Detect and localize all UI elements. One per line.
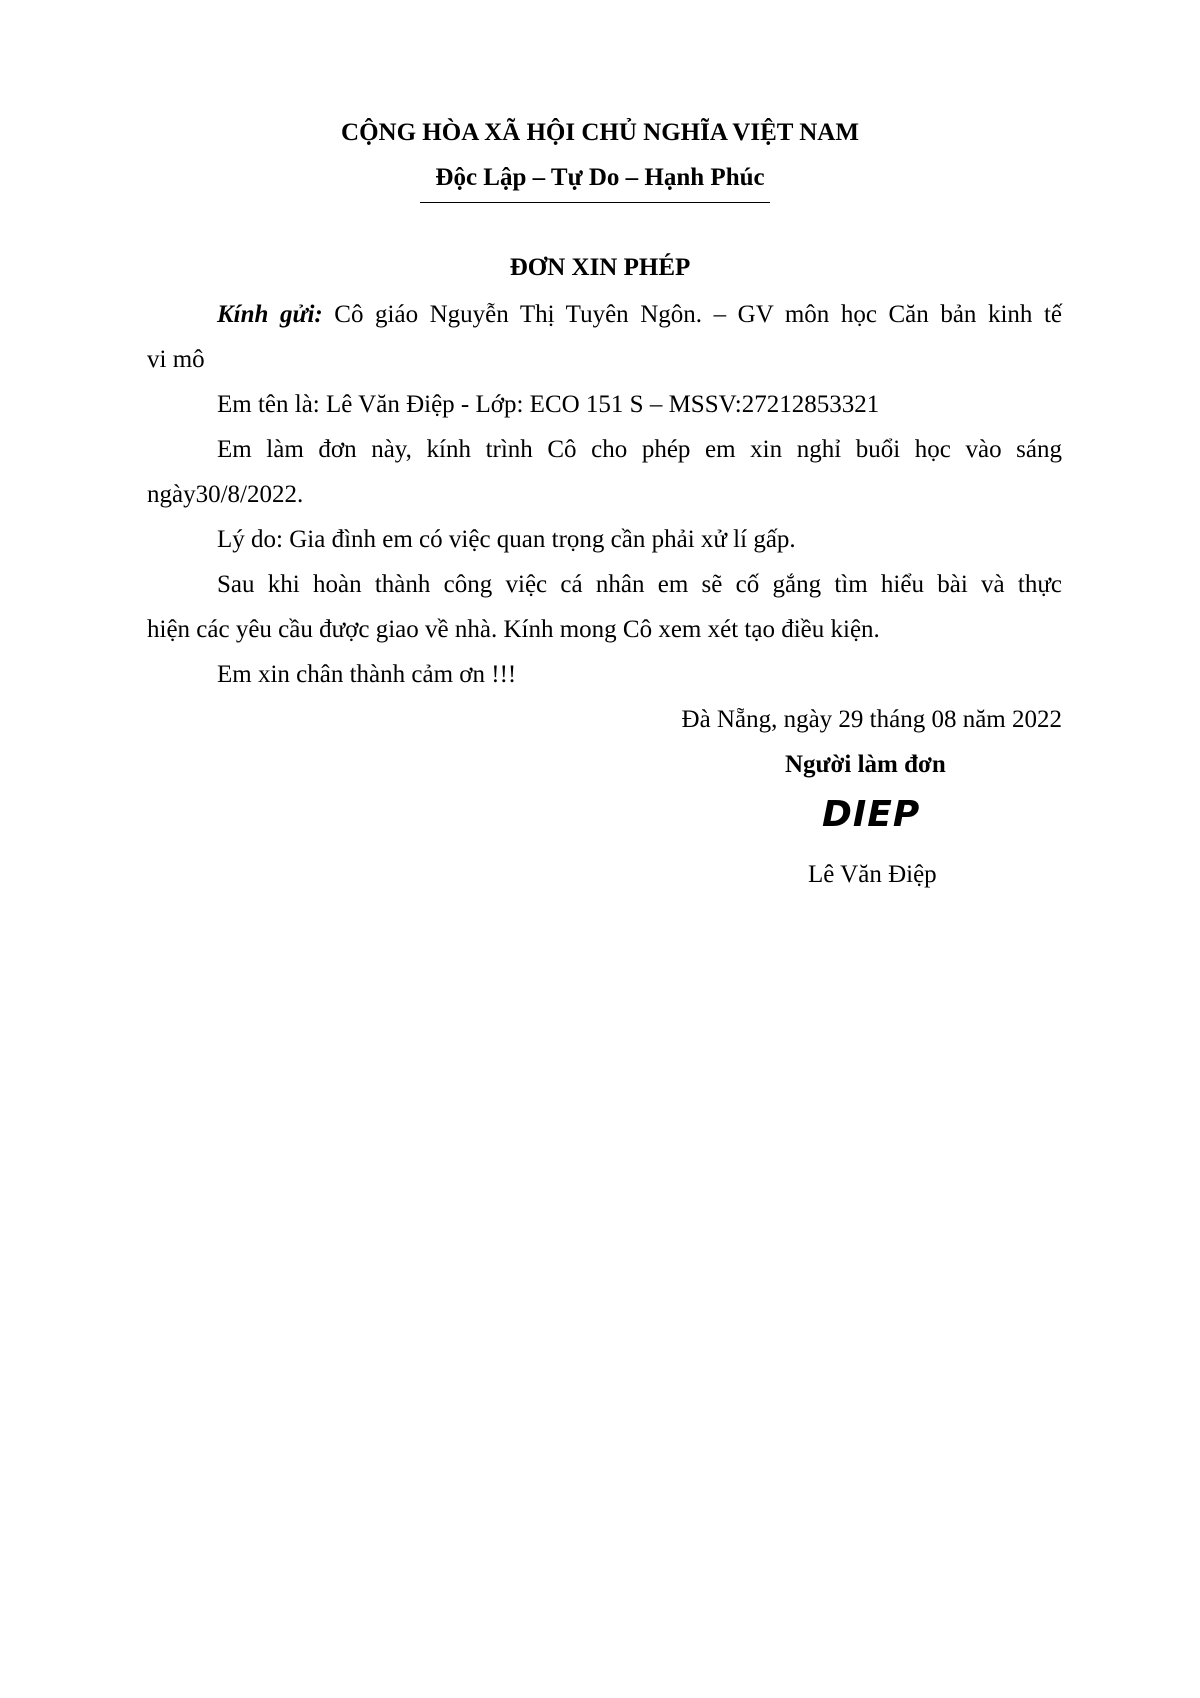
- request-line-continued: ngày30/8/2022.: [147, 481, 304, 508]
- document-title: ĐƠN XIN PHÉP: [509, 254, 691, 281]
- place-date: Đà Nẵng, ngày 29 tháng 08 năm 2022: [681, 706, 1062, 733]
- signature-mark: DIEP: [822, 794, 921, 835]
- thanks-line: Em xin chân thành cảm ơn !!!: [217, 661, 517, 688]
- reason-line: Lý do: Gia đình em có việc quan trọng cần phải xử lí gấp.: [217, 526, 796, 553]
- national-heading: CỘNG HÒA XÃ HỘI CHỦ NGHĨA VIỆT NAM: [341, 119, 859, 146]
- recipient-label: Kính gửi:: [217, 301, 323, 328]
- recipient-line-continued: vi mô: [147, 346, 205, 373]
- recipient-text: Cô giáo Nguyễn Thị Tuyên Ngôn. – GV môn học Căn bản kinh tế: [334, 301, 1063, 328]
- commitment-line-continued: hiện các yêu cầu được giao về nhà. Kính mong Cô xem xét tạo điều kiện.: [147, 616, 880, 643]
- motto-underline: [420, 202, 770, 203]
- signer-title: Người làm đơn: [785, 751, 946, 778]
- national-motto: Độc Lập – Tự Do – Hạnh Phúc: [435, 164, 765, 191]
- commitment-line: Sau khi hoàn thành công việc cá nhân em sẽ cố gắng tìm hiểu bài và thực: [217, 571, 1062, 598]
- signer-name: Lê Văn Điệp: [808, 861, 937, 888]
- recipient-line: [217, 300, 1062, 330]
- student-info-line: Em tên là: Lê Văn Điệp - Lớp: ECO 151 S – MSSV:27212853321: [217, 391, 880, 418]
- request-line: Em làm đơn này, kính trình Cô cho phép em xin nghỉ buổi học vào sáng: [217, 436, 1062, 463]
